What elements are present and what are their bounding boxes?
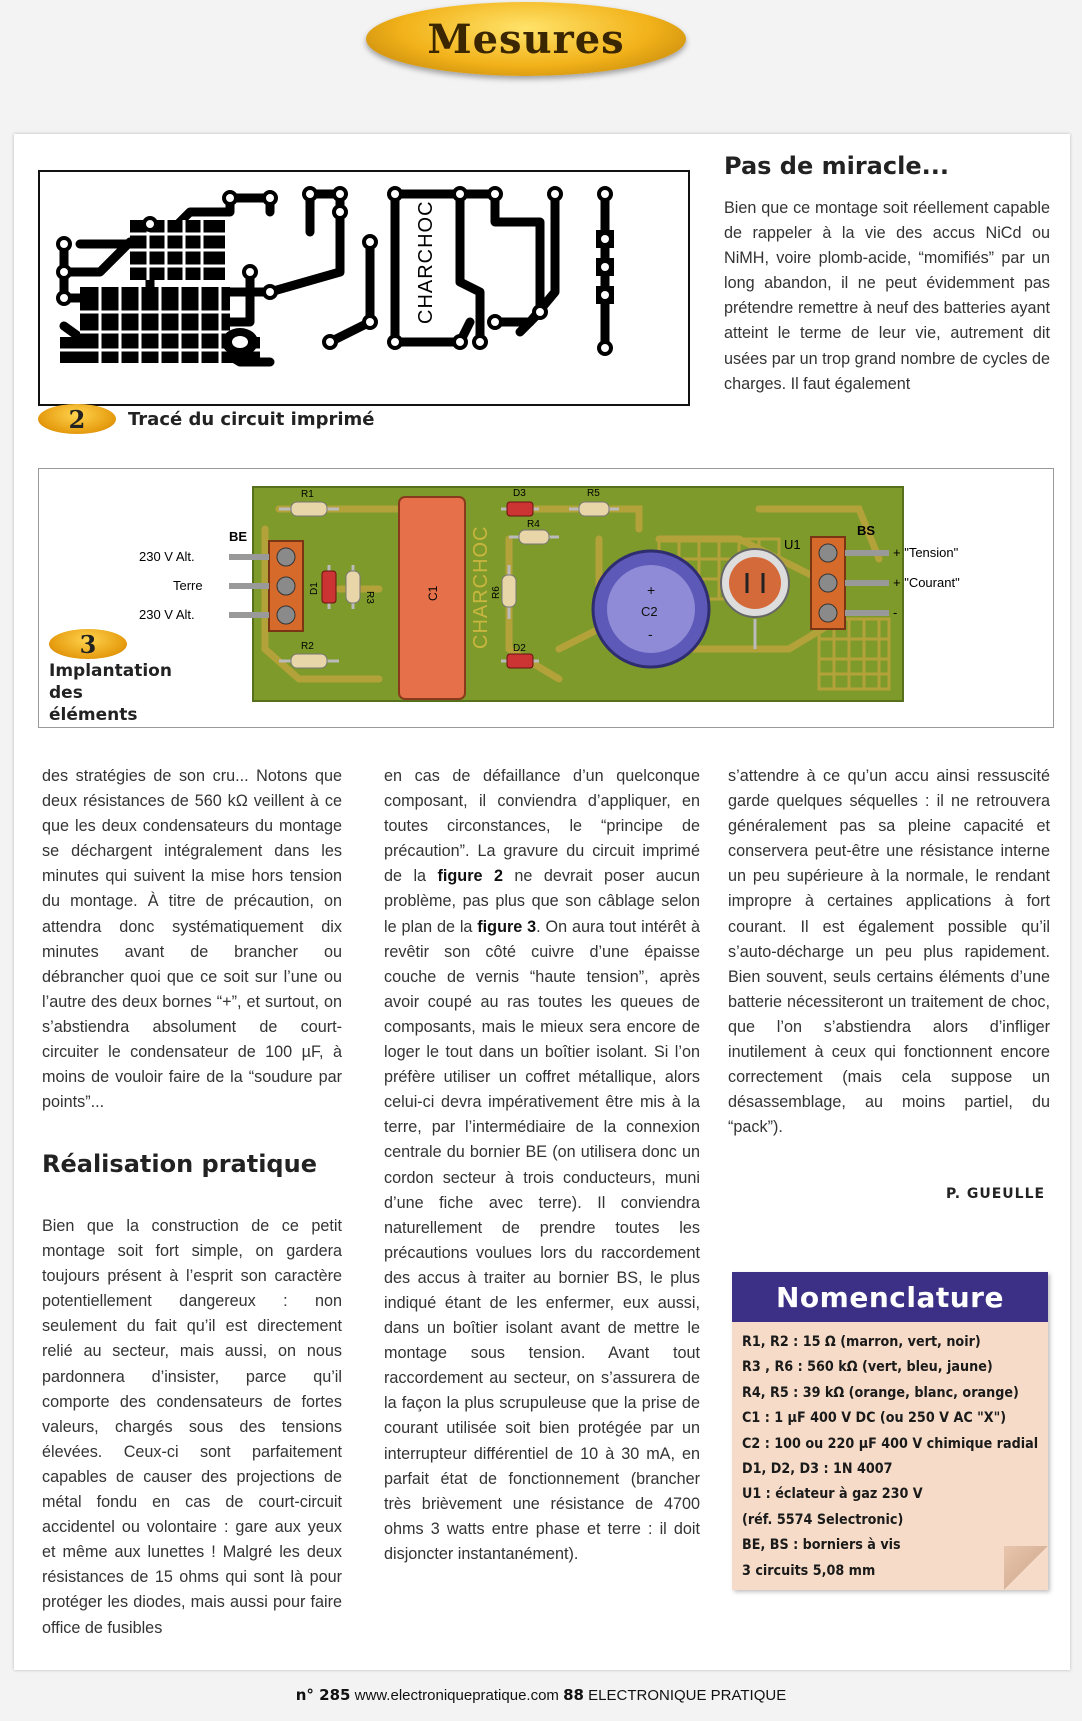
column-1-continued xyxy=(42,1214,342,1641)
label-be: BE xyxy=(229,529,248,544)
connector-be xyxy=(229,541,303,631)
footer-magazine: ELECTRONIQUE PRATIQUE xyxy=(588,1687,787,1704)
column-2-text-b: ne devrait poser aucun problème, pas plus que son câblage selon le plan de la xyxy=(384,867,700,936)
column-1-paragraph-2: Bien que la construction de ce petit montage soit fort simple, on gardera toujours présent à l’esprit son caractère potentiellement dangereux : non seulement du fait qu’il est directement relié au secteur, mais aussi, on nous pardonnera d’insister, parce qu’il comporte des condensateurs de fortes valeurs, chargés sous des tensions élevées. Ceux-ci sont parfaitement capables de causer des projections de métal fondu en cas de court-circuit accidentel ou volontaire : gare aux yeux et même aux lunettes ! Malgré les deux résistances de 15 ohms qui sont là pour protéger les diodes, mais aussi pour faire office de fusibles xyxy=(42,1217,342,1637)
figure-2-caption-text: Tracé du circuit imprimé xyxy=(128,408,375,430)
label-c1: C1 xyxy=(426,585,440,601)
figure-2-caption xyxy=(38,404,375,434)
label-in3: 230 V Alt. xyxy=(139,607,195,622)
label-d1: D1 xyxy=(309,582,320,595)
label-r5: R5 xyxy=(587,488,600,499)
label-out1: + "Tension" xyxy=(893,545,959,560)
figure-3-number: 3 xyxy=(49,629,127,659)
label-d2: D2 xyxy=(513,643,526,654)
diode-d2 xyxy=(501,654,539,668)
figure-3-reference: figure 3 xyxy=(477,917,537,936)
figure-2-reference: figure 2 xyxy=(437,867,503,886)
label-r4: R4 xyxy=(527,519,540,530)
figure-2-number: 2 xyxy=(38,404,116,434)
section-heading-realisation: Réalisation pratique xyxy=(42,1150,317,1178)
pcb-trace-figure xyxy=(38,170,690,406)
footer-url: www.electroniquepratique.com xyxy=(354,1687,559,1704)
article-page xyxy=(14,134,1070,1670)
label-bs: BS xyxy=(857,523,876,538)
section-title: Mesures xyxy=(427,15,625,63)
nomenclature-item: R1, R2 : 15 Ω (marron, vert, noir) xyxy=(742,1334,981,1350)
footer-page-number: 88 xyxy=(563,1686,584,1704)
component-layout-drawing xyxy=(39,469,1053,727)
nomenclature-item: R4, R5 : 39 kΩ (orange, blanc, orange) xyxy=(742,1384,1019,1401)
figure-3-caption-line2: des xyxy=(49,683,83,703)
label-u1: U1 xyxy=(784,537,801,552)
nomenclature-item: (réf. 5574 Selectronic) xyxy=(742,1511,904,1528)
label-in2: Terre xyxy=(173,578,203,593)
nomenclature-item: C2 : 100 ou 220 µF 400 V chimique radial xyxy=(742,1435,1039,1452)
label-c2: C2 xyxy=(641,604,658,619)
column-3-paragraph: s’attendre à ce qu’un accu ainsi ressuscité garde quelques séquelles : il ne retrouvera généralement pas sa pleine capacité et conservera peut-être une résistance interne un peu supérieure à la normale, le rendant impropre à certaines applications à fort courant. Il est également possible qu’il s’auto-décharge un peu plus rapidement. Bien souvent, seuls certains éléments d’une batterie nécessiteront un traitement de choc, que l’on s’abstiendra alors d’infliger inutilement à ceux qui fonctionnent encore correctement (mais cela suppose un désassemblage, au moins partiel, du “pack”). xyxy=(728,767,1050,1137)
nomenclature-item: D1, D2, D3 : 1N 4007 xyxy=(742,1461,893,1478)
pcb-board-label: CHARCHOC xyxy=(415,200,437,324)
nomenclature-box xyxy=(732,1272,1048,1590)
label-r2: R2 xyxy=(301,641,314,652)
label-r6: R6 xyxy=(491,586,502,599)
footer-issue: n° 285 xyxy=(295,1686,351,1704)
diode-d3 xyxy=(501,502,539,516)
nomenclature-item: C1 : 1 µF 400 V DC (ou 250 V AC "X") xyxy=(742,1410,1007,1427)
label-d3: D3 xyxy=(513,488,526,499)
label-out3: - xyxy=(893,605,898,620)
sidebar-text-block xyxy=(724,196,1050,397)
nomenclature-item: U1 : éclateur à gaz 230 V xyxy=(742,1486,923,1503)
section-banner xyxy=(366,2,686,76)
column-2 xyxy=(384,764,700,1567)
component-layout-figure xyxy=(38,468,1054,728)
column-2-text-a: en cas de défaillance d’un quelconque composant, il conviendra d’appliquer, en toutes circonstances, le “principe de précaution”. La gravure du circuit imprimé de la xyxy=(384,767,700,886)
page-curl-decoration xyxy=(1004,1546,1048,1590)
nomenclature-title: Nomenclature xyxy=(732,1272,1048,1322)
sidebar-heading: Pas de miracle... xyxy=(724,152,949,180)
diode-d1 xyxy=(322,565,336,609)
column-1 xyxy=(42,764,342,1115)
nomenclature-list xyxy=(732,1322,1048,1584)
figure-3-caption-line3: éléments xyxy=(49,705,138,725)
label-c2-minus: - xyxy=(648,626,653,642)
label-in1: 230 V Alt. xyxy=(139,549,195,564)
label-out2: + "Courant" xyxy=(893,575,960,590)
sidebar-paragraph: Bien que ce montage soit réellement capable de rappeler à la vie des accus NiCd ou NiMH, voire plomb-acide, “momifiés” par un long abandon, il ne peut évidemment pas prétendre remettre à neuf des batteries ayant atteint le terme de leur vie, autrement dit usées par un trop grand nombre de cycles de charges. Il faut également xyxy=(724,199,1050,393)
column-1-paragraph-1: des stratégies de son cru... Notons que deux résistances de 560 kΩ veillent à ce que les deux condensateurs du montage se déchargent intégralement dans les minutes qui suivent la mise hors tension du montage. À titre de précaution, on attendra donc systématiquement dix minutes avant de brancher ou débrancher quoi que ce soit sur l’une ou l’autre des deux bornes “+”, et surtout, on s’abstiendra absolument de court-circuiter le condensateur de 100 µF, à moins de vouloir faire de la “soudure par points”... xyxy=(42,767,342,1112)
nomenclature-item: R3 , R6 : 560 kΩ (vert, bleu, jaune) xyxy=(742,1359,993,1376)
label-c2-plus: + xyxy=(647,582,656,598)
column-2-paragraph xyxy=(384,764,700,1567)
column-2-text-c: . On aura tout intérêt à revêtir son côté cuivre d’une épaisse couche de vernis “haute tension”, après avoir coupé au ras toutes les queues de composants, mais le mieux sera encore de loger le tout dans un boîtier isolant. Si l’on préfère utiliser un coffret métallique, alors celui-ci devra impérativement être mis à la terre, par l’intermédiaire de la connexion centrale du bornier BE (on utilisera donc un cordon secteur à trois conducteurs, muni d’une fiche avec terre). Il conviendra naturellement de prendre toutes les précautions voulues lors du raccordement des accus à traiter au bornier BS, le plus indiqué étant de les enfermer, eux aussi, dans un boîtier isolant avant de mettre le montage sous tension. Avant tout raccordement au secteur, on s’assurera de la façon la plus scrupuleuse que la prise de courant utilisée soit bien protégée par un interrupteur différentiel de 10 à 30 mA, en parfait état de fonctionnement (brancher très brièvement une résistance de 4700 ohms 3 watts entre phase et terre : il doit disjoncter instantanément). xyxy=(384,917,700,1563)
author-signature: P. GUEULLE xyxy=(946,1186,1046,1202)
label-r3: R3 xyxy=(364,591,375,604)
board-label-silk: CHARCHOC xyxy=(470,525,492,649)
connector-bs xyxy=(811,537,889,629)
nomenclature-item: BE, BS : borniers à vis xyxy=(742,1537,901,1554)
figure-3-caption-line1: Implantation xyxy=(49,661,172,681)
label-r1: R1 xyxy=(301,489,314,500)
nomenclature-item: 3 circuits 5,08 mm xyxy=(742,1562,876,1579)
page-footer xyxy=(0,1686,1082,1704)
pcb-trace-drawing xyxy=(40,172,688,404)
figure-3-caption xyxy=(49,629,172,725)
column-3 xyxy=(728,764,1050,1140)
